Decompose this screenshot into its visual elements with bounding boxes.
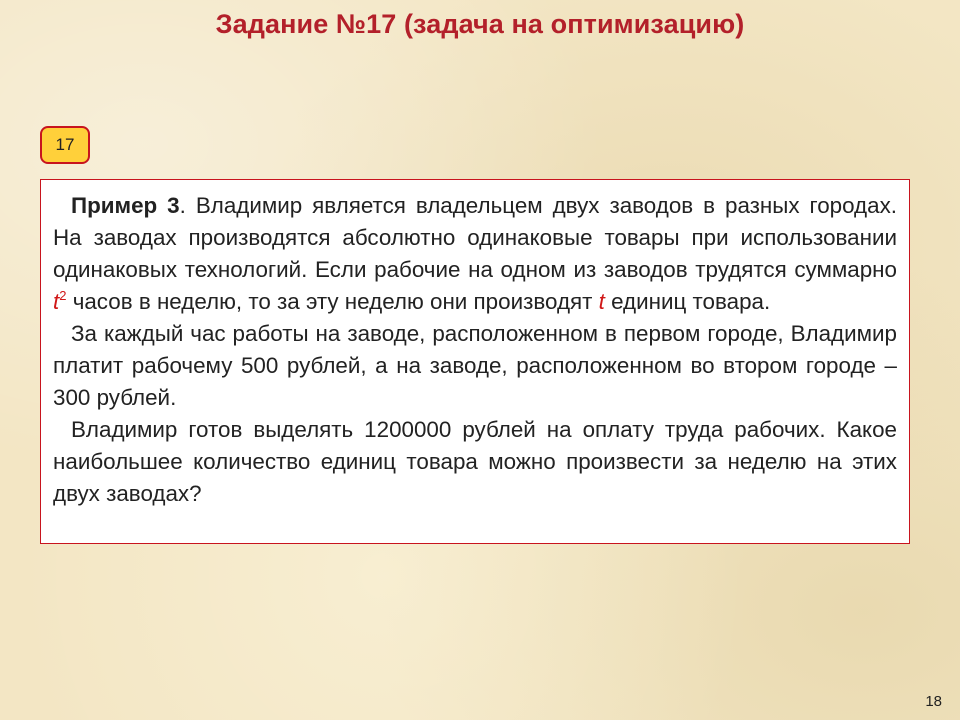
example-label: Пример 3 xyxy=(71,193,180,218)
problem-text-intro: . Владимир является владельцем двух заводов в разных городах. На заводах производятся абсолютно одинаковые товары при использовании одинаковых технологий. Если рабочие на одном из заводов трудятся суммарно xyxy=(53,193,897,282)
problem-text-middle: часов в неделю, то за эту неделю они производят xyxy=(66,289,599,314)
page-number: 18 xyxy=(925,693,942,710)
problem-text-end: единиц товара. xyxy=(604,289,771,314)
exponent: 2 xyxy=(59,288,67,303)
problem-paragraph-3: Владимир готов выделять 1200000 рублей на оплату труда рабочих. Какое наибольшее количество единиц товара можно произвести за неделю на этих двух заводах? xyxy=(53,417,897,506)
problem-paragraph-1 xyxy=(53,190,897,318)
slide-title: Задание №17 (задача на оптимизацию) xyxy=(215,9,745,39)
task-number-badge: 17 xyxy=(40,126,90,164)
problem-card xyxy=(40,179,910,544)
variable-t-squared: t xyxy=(53,289,60,314)
variable-t: t xyxy=(598,289,605,314)
problem-paragraph-2: За каждый час работы на заводе, расположенном в первом городе, Владимир платит рабочему 500 рублей, а на заводе, расположенном во втором городе – 300 рублей. xyxy=(53,321,897,410)
